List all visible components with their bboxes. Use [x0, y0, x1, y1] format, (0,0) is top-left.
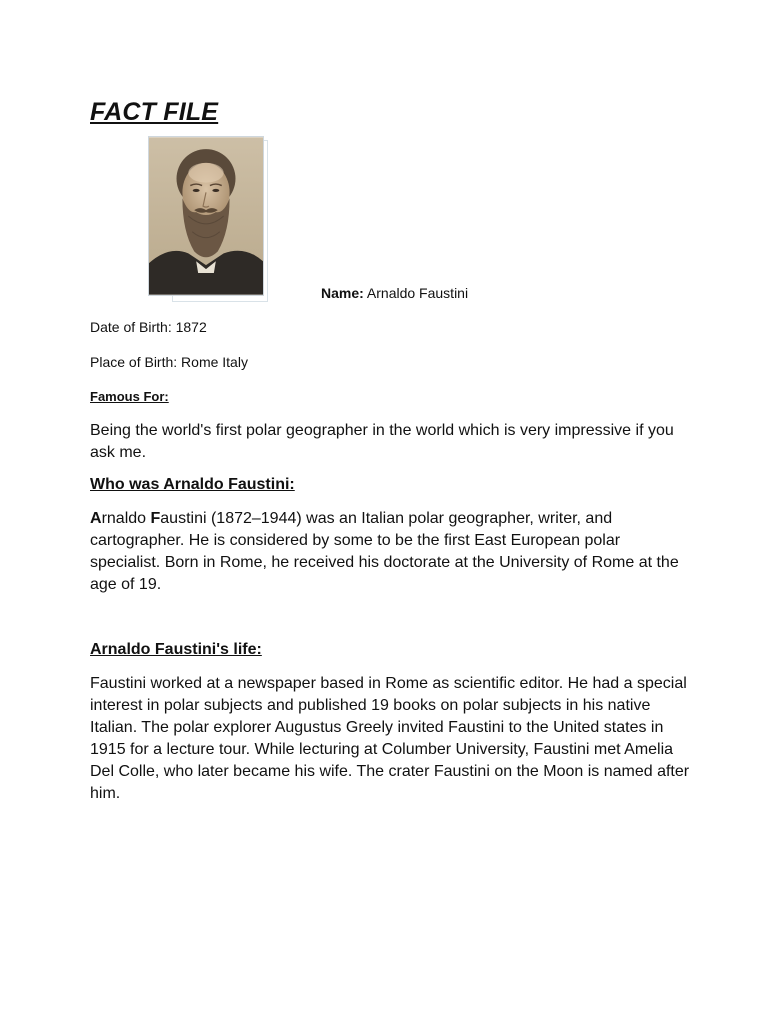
- name-label: Name:: [321, 285, 364, 301]
- place-of-birth-field: [90, 354, 248, 370]
- name-field: [321, 285, 468, 301]
- who-was-text: [90, 508, 690, 596]
- who-first-initial: A: [90, 510, 102, 527]
- life-text: [90, 673, 690, 805]
- name-value: Arnaldo Faustini: [363, 285, 469, 301]
- famous-for-heading: Famous For:: [90, 389, 169, 404]
- who-was-heading: Who was Arnaldo Faustini:: [90, 476, 295, 493]
- who-last-initial: F: [150, 510, 161, 527]
- place-of-birth-label: Place of Birth:: [90, 354, 178, 370]
- date-of-birth-label: Date of Birth:: [90, 319, 172, 335]
- date-of-birth-value: 1872: [171, 319, 207, 335]
- page-title: FACT FILE: [90, 98, 219, 126]
- place-of-birth-value: Rome Italy: [177, 354, 248, 370]
- life-text-highlight: Italian: [90, 719, 133, 736]
- who-first-rest: rnaldo: [101, 510, 151, 527]
- life-heading: Arnaldo Faustini's life:: [90, 641, 262, 658]
- famous-for-text: Being the world's first polar geographer in the world which is very impressive if you ask me.: [90, 422, 674, 461]
- who-rest: austini (1872–1944) was an Italian polar geographer, writer, and cartographer. He is considered by some to be the first East European polar specialist. Born in Rome, he received his doctorate at the University of Rome at the age of 19.: [90, 510, 679, 593]
- portrait-image: [149, 137, 263, 295]
- portrait-photo: [148, 136, 264, 296]
- life-text-part2: . The polar explorer Augustus Greely invited Faustini to the United states in 1915 for a lecture tour. While lecturing at Columber University, Faustini met Amelia Del Colle, who later became his wife. The crater Faustini on the Moon is named after him.: [90, 719, 690, 802]
- date-of-birth-field: [90, 319, 207, 335]
- life-text-part1: Faustini worked at a newspaper based in Rome as scientific editor. He had a special interest in polar subjects and published 19 books on polar subjects in his native: [90, 675, 687, 714]
